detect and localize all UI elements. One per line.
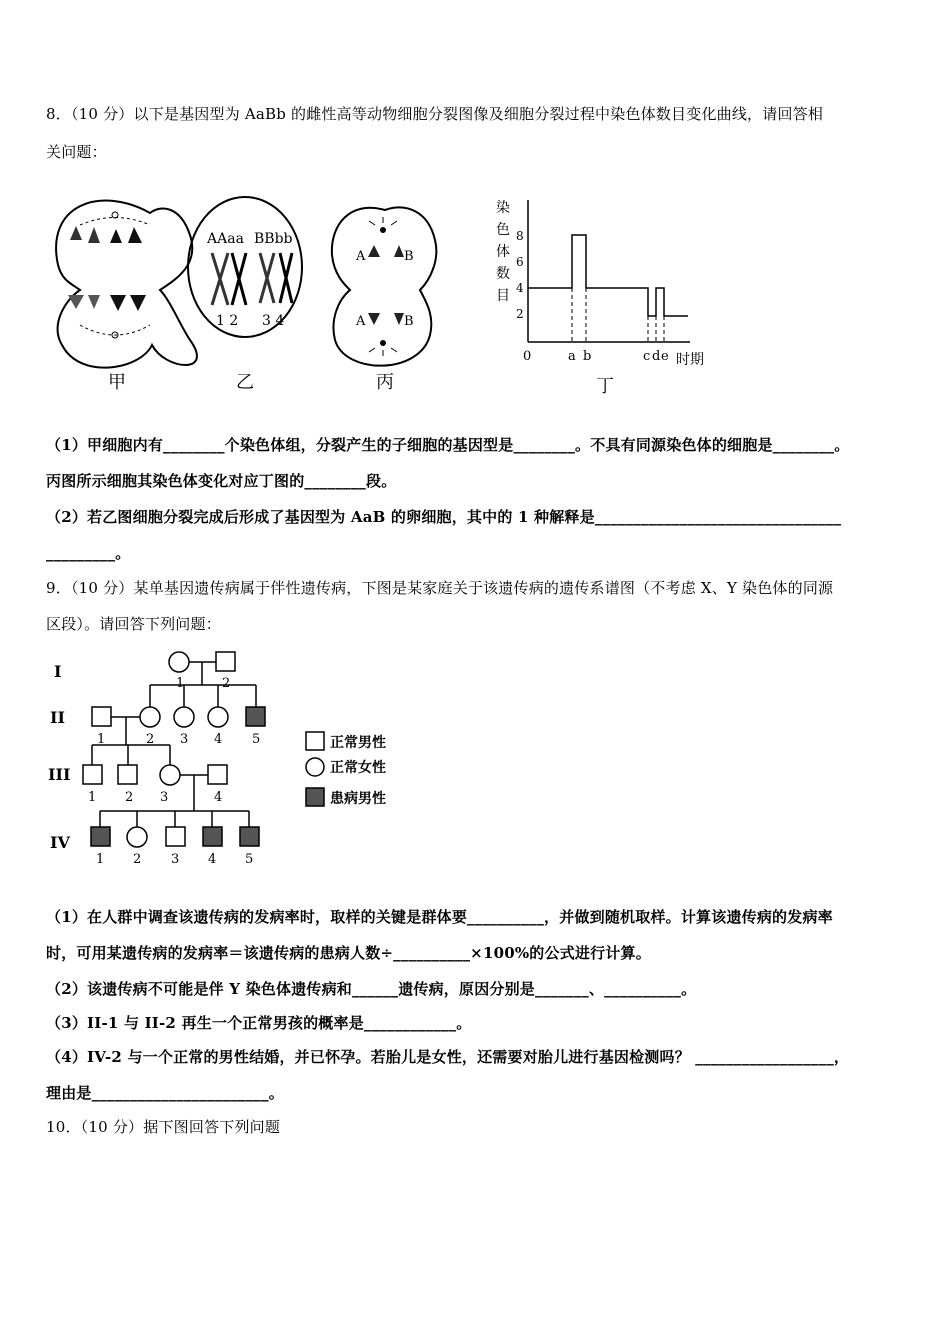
graph-xlabel: 时期 [676,352,704,368]
q9-stem-line-2: 区段）。请回答下列问题： [46,615,221,633]
q8-chromosome-graph [490,192,720,402]
ytick-4: 4 [516,281,524,295]
q8-part2-line-2: _________。 [46,544,131,562]
bing-letter-3: A [356,314,366,329]
gen2-num-1: 1 [97,732,106,747]
cell-jia [56,201,197,393]
graph-ylabel-4: 数 [496,266,510,282]
legend-normal-male-icon [306,732,324,750]
q9-stem-line-1: 9．（10 分）某单基因遗传病属于伴性遗传病，下图是某家庭关于该遗传病的遗传系谱图（不考虑 X、Y 染色体的同源 [46,579,834,597]
yi-top-right: BBbb [254,231,293,247]
gen4-num-1: 1 [96,852,105,867]
q8-stem-line-1: 8．（10 分）以下是基因型为 AaBb 的雌性高等动物细胞分裂图像及细胞分裂过程中染色体数目变化曲线，请回答相 [46,105,824,123]
label-ding: 丁 [596,376,614,397]
gen-label-3: III [48,765,71,784]
q8-stem-line-2: 关问题： [46,143,107,161]
label-jia: 甲 [108,372,126,393]
q9-part1-line-1: （1）在人群中调查该遗传病的发病率时，取样的关键是群体要__________，并做到随机取样。计算该遗传病的发病率 [46,908,833,926]
gen-label-4: IV [50,833,70,852]
graph-ylabel-5: 目 [496,288,510,304]
ytick-2: 2 [516,307,524,321]
gen3-num-3: 3 [160,790,169,805]
xtick-e: e [661,349,669,364]
xtick-a: a [568,349,576,364]
graph-ylabel-3: 体 [496,244,510,260]
yi-bottom-right: 3 4 [262,313,285,329]
graph-ylabel-1: 染 [496,200,510,216]
gen4-num-4: 4 [208,852,217,867]
gen2-num-2: 2 [146,732,155,747]
q8-cell-figures [40,185,460,400]
cell-yi [188,197,302,393]
q9-part2: （2）该遗传病不可能是伴 Y 染色体遗传病和______遗传病，原因分别是_______、__________。 [46,980,697,998]
q10-stem: 10．（10 分）据下图回答下列问题 [46,1118,281,1136]
legend-normal-female-icon [306,758,324,776]
gen4-num-2: 2 [133,852,142,867]
q9-part4-line-1: （4）IV-2 与一个正常的男性结婚，并已怀孕。若胎儿是女性，还需要对胎儿进行基因检测吗？ __________________， [46,1048,850,1066]
graph-ylabel-2: 色 [496,222,510,238]
yi-top-left: AAaa [207,231,244,247]
gen-label-1: I [54,662,62,681]
ytick-8: 8 [516,229,524,243]
label-yi: 乙 [236,372,254,393]
gen3-num-2: 2 [125,790,134,805]
gen1-num-2: 2 [222,676,231,691]
legend-normal-female: 正常女性 [330,760,386,776]
bing-letter-4: B [404,314,414,329]
legend-affected-male: 患病男性 [330,791,386,807]
yi-bottom-left: 1 2 [216,313,239,329]
q9-part1-line-2: 时，可用某遗传病的发病率＝该遗传病的患病人数÷__________×100%的公式进行计算。 [46,944,651,962]
bing-letter-2: B [404,249,414,264]
gen2-num-3: 3 [180,732,189,747]
legend-normal-male: 正常男性 [330,735,386,751]
gen3-num-1: 1 [88,790,97,805]
q9-part3: （3）II-1 与 II-2 再生一个正常男孩的概率是____________。 [46,1014,472,1032]
legend-affected-male-icon [306,788,324,806]
q9-part4-line-2: 理由是_______________________。 [46,1084,284,1102]
gen4-num-3: 3 [171,852,180,867]
gen2-num-5: 5 [252,732,261,747]
xtick-d: d [652,349,661,364]
bing-letter-1: A [356,249,366,264]
q8-part2-line-1: （2）若乙图细胞分裂完成后形成了基因型为 AaB 的卵细胞，其中的 1 种解释是________________________________ [46,508,842,526]
xtick-c: c [643,349,651,364]
q9-pedigree-chart [46,645,446,875]
gen3-num-4: 4 [214,790,223,805]
q8-part1-line-1: （1）甲细胞内有________个染色体组，分裂产生的子细胞的基因型是________。不具有同源染色体的细胞是________。 [46,436,850,454]
gen4-num-5: 5 [245,852,254,867]
q8-part1-line-2: 丙图所示细胞其染色体变化对应丁图的________段。 [46,472,397,490]
label-bing: 丙 [376,372,394,393]
xtick-b: b [583,349,592,364]
xtick-0: 0 [523,349,532,364]
ytick-6: 6 [516,255,524,269]
gen1-num-1: 1 [176,676,185,691]
gen2-num-4: 4 [214,732,223,747]
gen-label-2: II [50,708,65,727]
cell-bing [332,208,436,393]
